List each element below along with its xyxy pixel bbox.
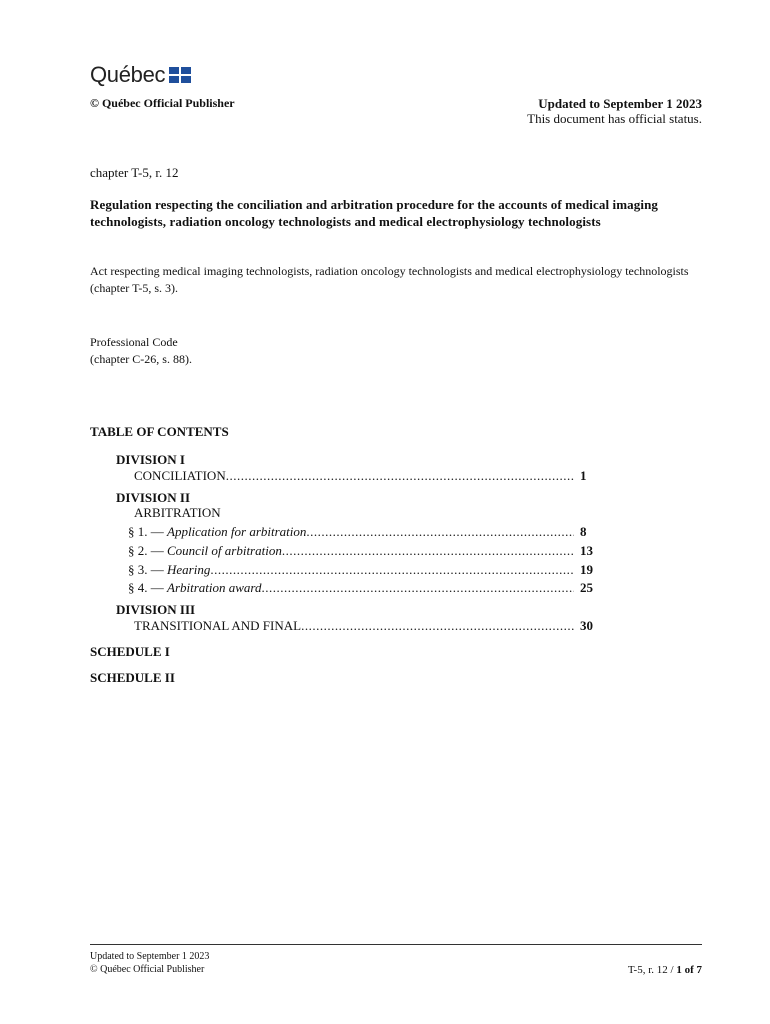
section-number: § 3. — [128,562,167,577]
fleur-de-lis-flag-icon [169,67,191,83]
leader-dots [210,562,574,578]
toc-entry-label [128,580,262,596]
publisher-label: © Québec Official Publisher [90,96,235,110]
toc-schedule-1[interactable]: SCHEDULE I [90,644,170,659]
toc-entry-conciliation[interactable] [134,468,610,484]
toc-entry-page: 1 [580,468,587,483]
act-name: Act respecting medical imaging technologists, radiation oncology technologists and medical electrophysiology technologists [90,264,689,278]
toc-entry-page: 25 [580,580,593,595]
act-reference: (chapter T-5, s. 3). [90,281,178,295]
enabling-act [90,264,702,296]
toc-entry-label [128,562,210,578]
leader-dots [301,618,574,634]
leader-dots [282,543,574,559]
leader-dots [226,468,574,484]
footer-reference: T-5, r. 12 / [627,964,677,976]
toc-division-1-heading: DIVISION I [116,452,185,467]
professional-code [90,335,192,367]
toc-heading: TABLE OF CONTENTS [90,424,229,439]
toc-entry-label [128,524,306,540]
footer-publisher: © Québec Official Publisher [90,964,205,975]
section-title: Application for arbitration [167,524,307,539]
toc-entry-section-4[interactable] [128,580,610,596]
section-title: Hearing [167,562,211,577]
section-title: Arbitration award [167,580,262,595]
toc-entry-section-2[interactable] [128,543,610,559]
toc-division-2-label: ARBITRATION [134,505,221,520]
toc-division-3-heading: DIVISION III [116,602,196,617]
updated-date: Updated to September 1 2023 [538,96,702,111]
toc-entry-page: 19 [580,562,593,577]
section-number: § 2. — [128,543,167,558]
toc-entry-page: 30 [580,618,593,633]
section-number: § 1. — [128,524,167,539]
official-status: This document has official status. [527,111,702,126]
footer-divider [90,944,702,945]
toc-schedule-2[interactable]: SCHEDULE II [90,670,175,685]
toc-entry-section-3[interactable] [128,562,610,578]
page-indicator [628,964,702,976]
logo-wordmark: Québec [90,62,166,87]
section-title: Council of arbitration [167,543,282,558]
update-status [527,96,702,126]
toc-entry-page: 13 [580,543,593,558]
toc-entry-label [128,543,282,559]
chapter-reference: chapter T-5, r. 12 [90,165,179,180]
code-reference: (chapter C-26, s. 88). [90,352,192,366]
page-number: 1 of 7 [676,964,702,976]
leader-dots [306,524,574,540]
footer-info [90,950,209,976]
toc-entry-label: TRANSITIONAL AND FINAL [134,618,302,633]
toc-entry-page: 8 [580,524,587,539]
toc-entry-label: CONCILIATION [134,468,226,483]
regulation-title: Regulation respecting the conciliation and arbitration procedure for the accounts of medical imaging technologists, radiation oncology technologists and medical electrophysiology technologists [90,197,659,229]
toc-entry-transitional[interactable] [134,618,610,634]
quebec-logo [90,62,191,88]
code-name: Professional Code [90,335,178,349]
leader-dots [262,580,574,596]
section-number: § 4. — [128,580,167,595]
footer-updated: Updated to September 1 2023 [90,951,210,962]
toc-entry-section-1[interactable] [128,524,610,540]
toc-division-2-heading: DIVISION II [116,490,191,505]
